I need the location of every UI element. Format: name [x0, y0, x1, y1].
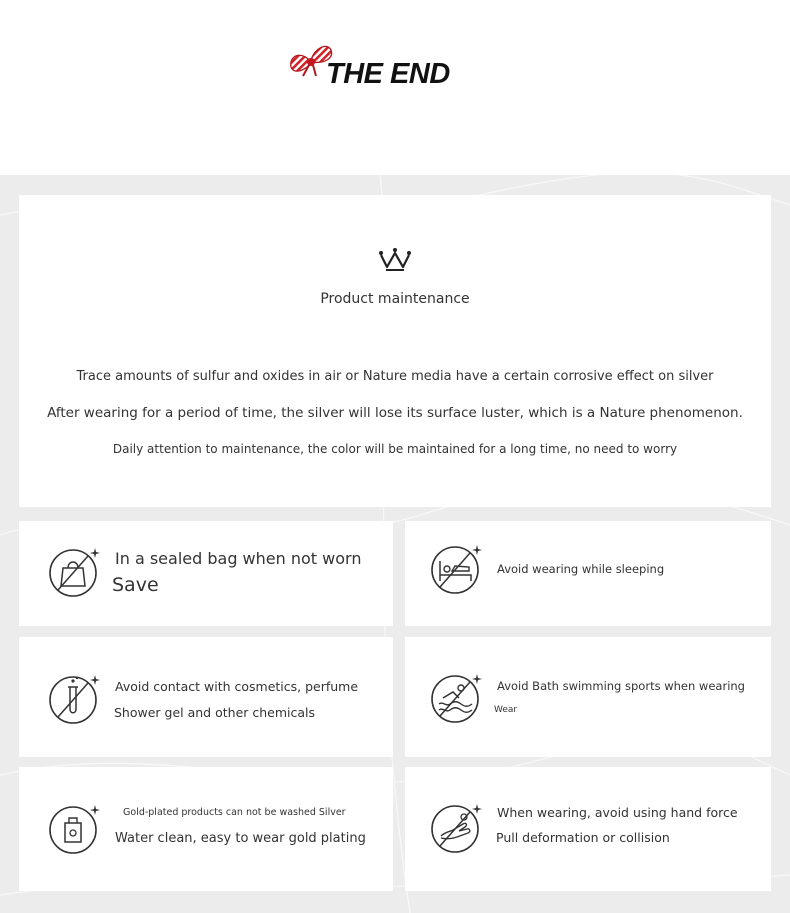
- crown-icon: [378, 245, 412, 275]
- tip-1-line-1: In a sealed bag when not worn: [115, 549, 362, 568]
- tip-6-line-2: Pull deformation or collision: [496, 830, 670, 845]
- maintenance-section: [0, 175, 790, 913]
- tip-card-swimming: [405, 637, 771, 757]
- tip-2-line-1: Avoid wearing while sleeping: [497, 562, 665, 576]
- tip-card-hand-force: [405, 767, 771, 891]
- gold-plated-wash-icon: [49, 803, 101, 855]
- tip-3-line-1: Avoid contact with cosmetics, perfume: [115, 679, 359, 694]
- sealed-bag-icon: [49, 546, 101, 598]
- end-title: THE END: [326, 58, 450, 90]
- tip-3-line-2: Shower gel and other chemicals: [114, 705, 316, 720]
- intro-panel: [19, 195, 771, 507]
- no-cosmetics-icon: [49, 673, 101, 725]
- intro-title: Product maintenance: [320, 291, 470, 307]
- tip-4-line-2: Wear: [494, 705, 518, 715]
- tip-4-line-1: Avoid Bath swimming sports when wearing: [497, 679, 745, 693]
- no-swimming-icon: [431, 672, 483, 724]
- tip-6-line-1: When wearing, avoid using hand force: [497, 805, 738, 820]
- tip-1-line-2: Save: [112, 574, 159, 596]
- header-section: [0, 0, 790, 175]
- tip-card-sleeping: [405, 521, 771, 626]
- intro-line-3: Daily attention to maintenance, the color will be maintained for a long time, no need to worry: [112, 442, 678, 456]
- intro-line-1: Trace amounts of sulfur and oxides in air or Nature media have a certain corrosive effect on silver: [76, 369, 714, 384]
- no-hand-force-icon: [431, 802, 483, 854]
- tip-5-line-2: Water clean, easy to wear gold plating: [115, 831, 366, 846]
- tip-card-gold-plated: [19, 767, 393, 891]
- tip-card-sealed-bag: [19, 521, 393, 626]
- tip-card-cosmetics: [19, 637, 393, 757]
- tip-5-line-1: Gold-plated products can not be washed Silver: [123, 807, 346, 818]
- no-sleep-icon: [431, 543, 483, 595]
- intro-line-2: After wearing for a period of time, the silver will lose its surface luster, which is a Nature phenomenon.: [47, 405, 743, 421]
